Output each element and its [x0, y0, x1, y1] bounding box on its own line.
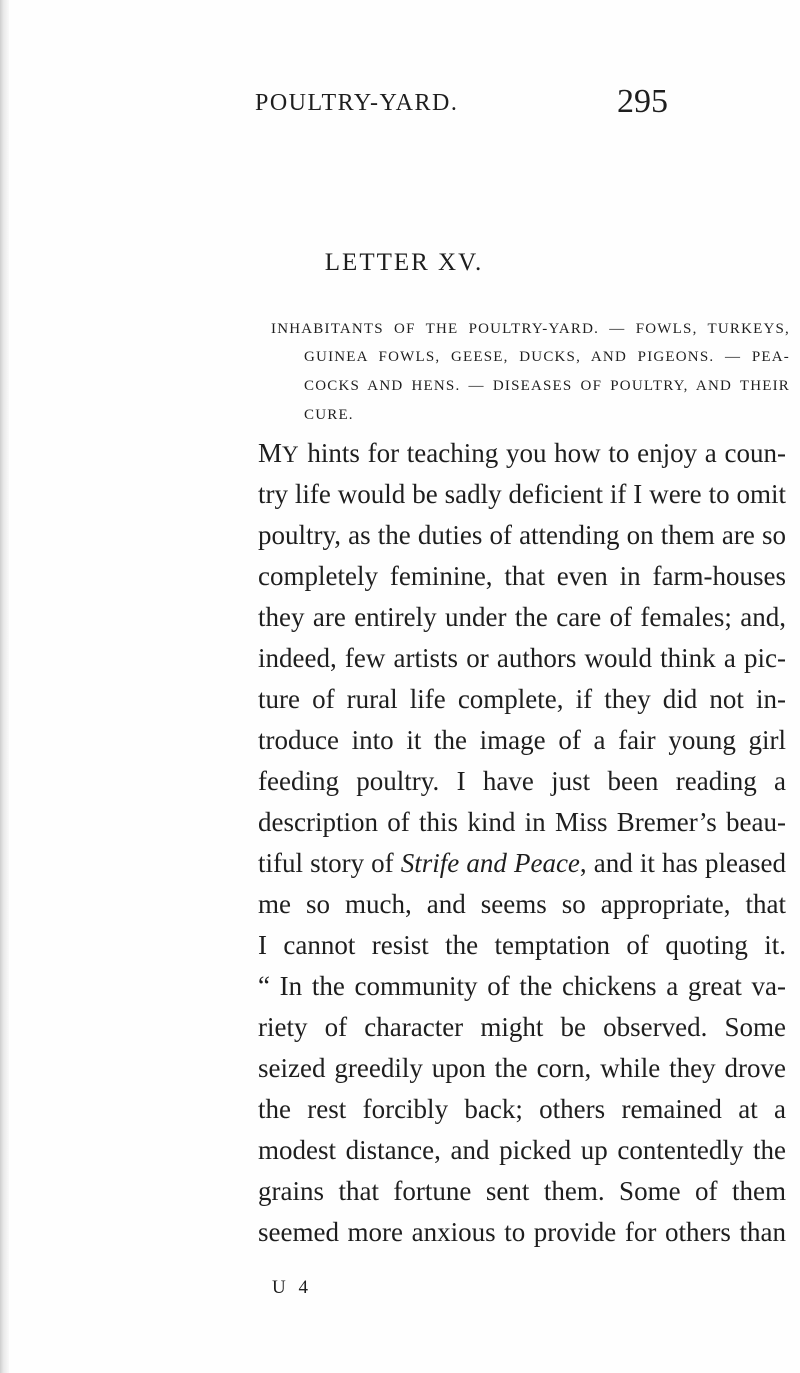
text-line: ture of rural life complete, if they did not in-: [258, 684, 786, 714]
text-line: grains that fortune sent them. Some of them: [258, 1176, 786, 1206]
text-line: completely feminine, that even in farm-houses: [258, 561, 786, 591]
running-head: [255, 83, 785, 122]
summary-line: COCKS AND HENS. — DISEASES OF POULTRY, AND THEIR: [304, 378, 790, 394]
text-line: riety of character might be observed. Some: [258, 1012, 786, 1042]
text-line: me so much, and seems so appropriate, that: [258, 889, 786, 919]
book-title-italic: Strife and Peace: [400, 848, 580, 878]
text-line: seized greedily upon the corn, while they drove: [258, 1053, 786, 1083]
summary-line: CURE.: [304, 407, 354, 423]
text-line: “ In the community of the chickens a great va-: [258, 971, 786, 1001]
text-after-title: , and it has pleased: [579, 848, 786, 878]
text-line: the rest forcibly back; others remained at a: [258, 1094, 786, 1124]
page-gutter-edge: [0, 0, 9, 1373]
text-line: feeding poultry. I have just been reading a: [258, 766, 786, 796]
text-line: [258, 845, 786, 881]
summary-line: INHABITANTS OF THE POULTRY-YARD. — FOWLS, TURKEYS,: [271, 321, 790, 337]
printer-signature-mark: U 4: [272, 1277, 312, 1298]
text-line: troduce into it the image of a fair young girl: [258, 725, 786, 755]
smallcaps-initial-rest: Y: [282, 442, 300, 467]
page-number: 295: [617, 83, 668, 120]
text-line: modest distance, and picked up contentedly the: [258, 1135, 786, 1165]
chapter-title: LETTER XV.: [324, 249, 484, 276]
text-line: I cannot resist the temptation of quoting it.: [258, 930, 786, 960]
running-head-title: POULTRY-YARD.: [255, 90, 459, 116]
text-line: [258, 435, 786, 473]
text-line: they are entirely under the care of females; and,: [258, 602, 786, 632]
text-line: try life would be sadly deficient if I were to omit: [258, 479, 786, 509]
text-line: seemed more anxious to provide for others than: [258, 1217, 786, 1247]
text-before-title: tiful story of: [258, 848, 401, 878]
summary-line: GUINEA FOWLS, GEESE, DUCKS, AND PIGEONS. — PEA-: [304, 349, 790, 365]
text-line: poultry, as the duties of attending on them are so: [258, 520, 786, 550]
drop-initial: M: [258, 438, 283, 468]
text-line: description of this kind in Miss Bremer’s beau-: [258, 807, 786, 837]
first-line-text: hints for teaching you how to enjoy a coun-: [299, 438, 786, 468]
text-line: indeed, few artists or authors would think a pic-: [258, 643, 786, 673]
